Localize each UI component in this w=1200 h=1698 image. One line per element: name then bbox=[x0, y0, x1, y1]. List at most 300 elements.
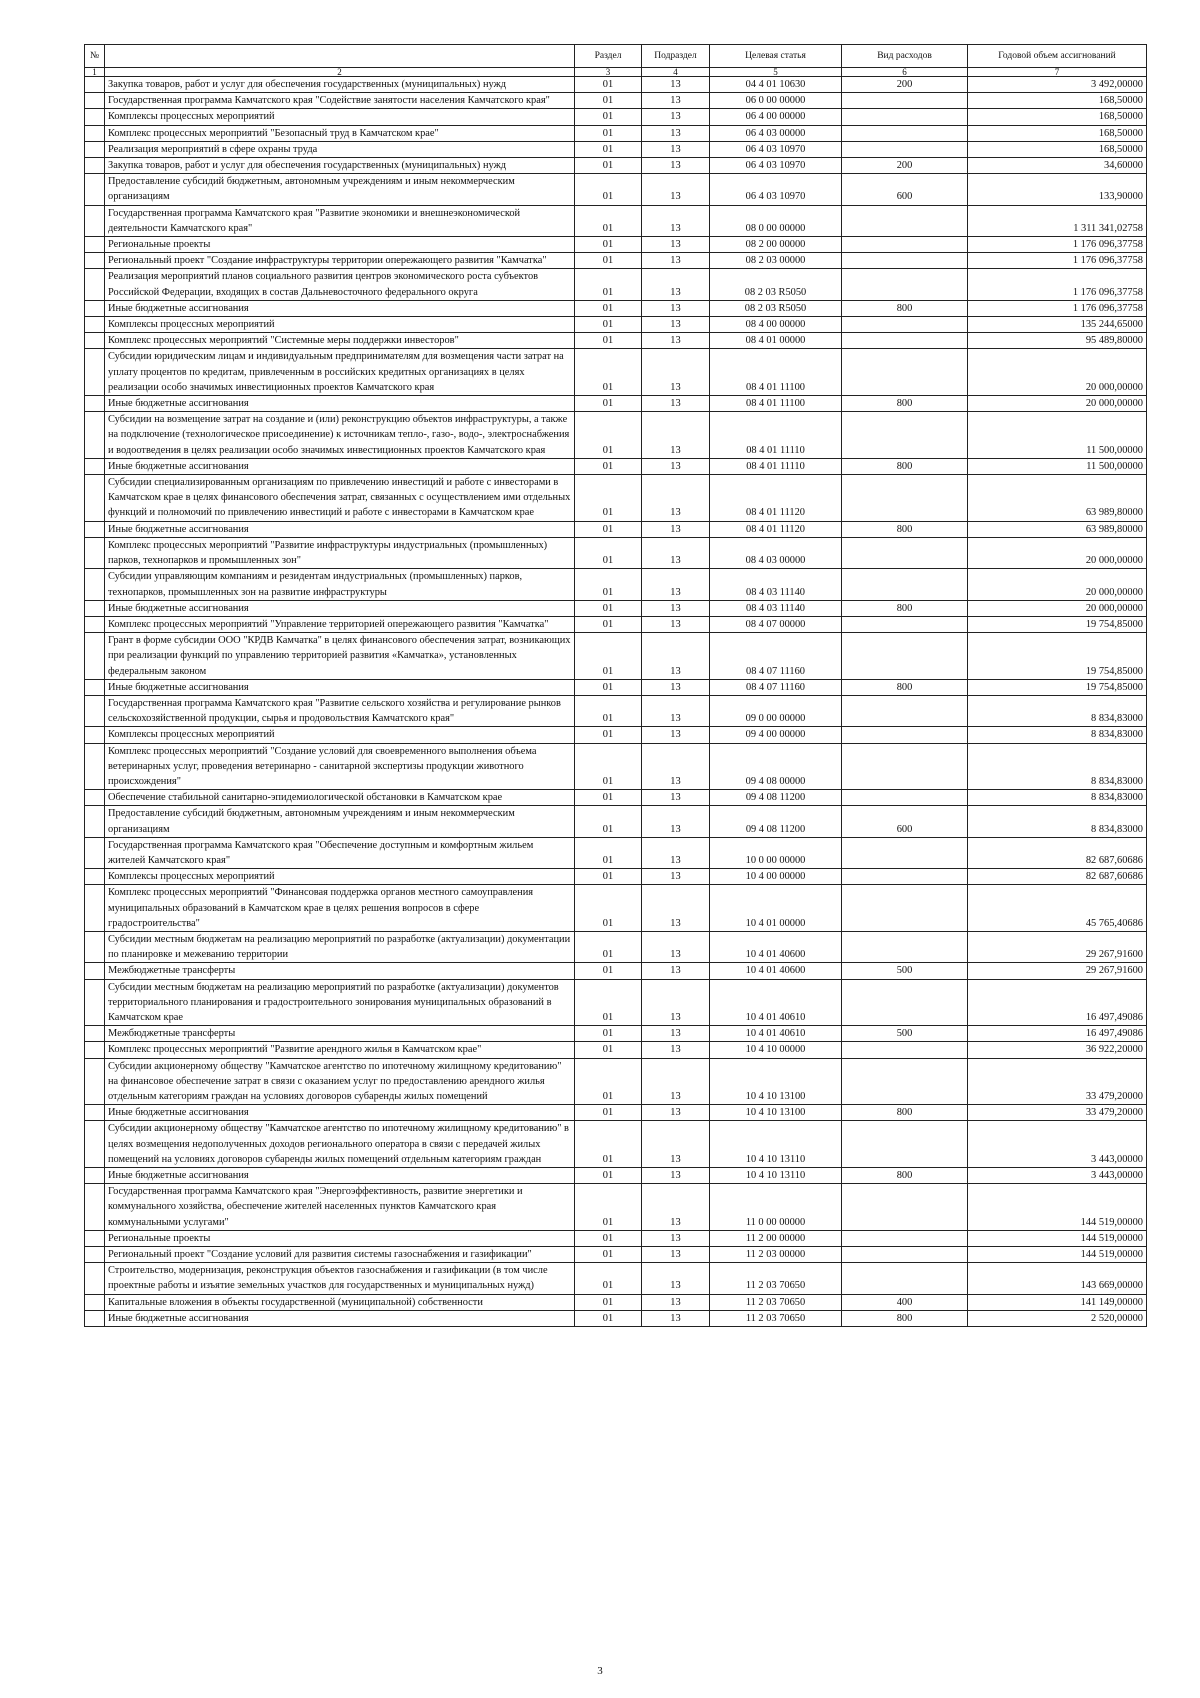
expense-type-cell: 600 bbox=[842, 806, 968, 837]
target-article-cell: 08 4 07 00000 bbox=[710, 616, 842, 632]
expense-type-cell: 800 bbox=[842, 600, 968, 616]
row-number-cell bbox=[85, 1042, 105, 1058]
podrazdel-cell: 13 bbox=[642, 1105, 710, 1121]
header-target-article: Целевая статья bbox=[710, 45, 842, 68]
row-number-cell bbox=[85, 521, 105, 537]
podrazdel-cell: 13 bbox=[642, 141, 710, 157]
expense-type-cell bbox=[842, 885, 968, 932]
item-name-cell: Комплексы процессных мероприятий bbox=[105, 727, 575, 743]
item-name-cell: Субсидии местным бюджетам на реализацию мероприятий по разработке (актуализации) документов территориального планирования и градостроительного зонирования муниципальных образований в Камчатском крае bbox=[105, 979, 575, 1026]
column-number: 2 bbox=[105, 68, 575, 77]
amount-cell: 144 519,00000 bbox=[968, 1247, 1147, 1263]
row-number-cell bbox=[85, 205, 105, 236]
razdel-cell: 01 bbox=[575, 475, 642, 522]
amount-cell: 20 000,00000 bbox=[968, 569, 1147, 600]
razdel-cell: 01 bbox=[575, 174, 642, 205]
target-article-cell: 08 2 03 R5050 bbox=[710, 269, 842, 300]
expense-type-cell bbox=[842, 931, 968, 962]
podrazdel-cell: 13 bbox=[642, 885, 710, 932]
target-article-cell: 08 4 01 11100 bbox=[710, 396, 842, 412]
row-number-cell bbox=[85, 569, 105, 600]
row-number-cell bbox=[85, 1105, 105, 1121]
expense-type-cell: 800 bbox=[842, 679, 968, 695]
amount-cell: 3 492,00000 bbox=[968, 77, 1147, 93]
table-row bbox=[85, 695, 1147, 726]
table-row bbox=[85, 537, 1147, 568]
table-row bbox=[85, 806, 1147, 837]
item-name-cell: Предоставление субсидий бюджетным, автономным учреждениям и иным некоммерческим организациям bbox=[105, 174, 575, 205]
table-row bbox=[85, 790, 1147, 806]
amount-cell: 82 687,60686 bbox=[968, 837, 1147, 868]
row-number-cell bbox=[85, 253, 105, 269]
amount-cell: 16 497,49086 bbox=[968, 1026, 1147, 1042]
expense-type-cell: 200 bbox=[842, 158, 968, 174]
razdel-cell: 01 bbox=[575, 633, 642, 680]
podrazdel-cell: 13 bbox=[642, 521, 710, 537]
row-number-cell bbox=[85, 537, 105, 568]
table-row bbox=[85, 396, 1147, 412]
row-number-cell bbox=[85, 93, 105, 109]
table-row bbox=[85, 1184, 1147, 1231]
table-body bbox=[85, 77, 1147, 1327]
target-article-cell: 10 4 01 40600 bbox=[710, 931, 842, 962]
expense-type-cell bbox=[842, 349, 968, 396]
amount-cell: 1 176 096,37758 bbox=[968, 269, 1147, 300]
razdel-cell: 01 bbox=[575, 396, 642, 412]
row-number-cell bbox=[85, 412, 105, 459]
table-row bbox=[85, 77, 1147, 93]
table-row bbox=[85, 679, 1147, 695]
row-number-cell bbox=[85, 269, 105, 300]
target-article-cell: 08 4 01 11100 bbox=[710, 349, 842, 396]
item-name-cell: Комплекс процессных мероприятий "Безопасный труд в Камчатском крае" bbox=[105, 125, 575, 141]
row-number-cell bbox=[85, 174, 105, 205]
razdel-cell: 01 bbox=[575, 77, 642, 93]
podrazdel-cell: 13 bbox=[642, 269, 710, 300]
item-name-cell: Субсидии акционерному обществу "Камчатское агентство по ипотечному жилищному кредитованию" на финансовое обеспечение затрат в связи с оказанием услуг по предоставлению арендного жилья отдельным категориям граждан на условиях договоров субаренды жилых помещений bbox=[105, 1058, 575, 1105]
podrazdel-cell: 13 bbox=[642, 1042, 710, 1058]
row-number-cell bbox=[85, 1263, 105, 1294]
amount-cell: 141 149,00000 bbox=[968, 1294, 1147, 1310]
razdel-cell: 01 bbox=[575, 885, 642, 932]
row-number-cell bbox=[85, 1058, 105, 1105]
target-article-cell: 10 4 10 13100 bbox=[710, 1105, 842, 1121]
table-row bbox=[85, 837, 1147, 868]
podrazdel-cell: 13 bbox=[642, 158, 710, 174]
podrazdel-cell: 13 bbox=[642, 695, 710, 726]
razdel-cell: 01 bbox=[575, 412, 642, 459]
table-row bbox=[85, 979, 1147, 1026]
razdel-cell: 01 bbox=[575, 1121, 642, 1168]
row-number-cell bbox=[85, 679, 105, 695]
row-number-cell bbox=[85, 1026, 105, 1042]
target-article-cell: 08 4 03 00000 bbox=[710, 537, 842, 568]
item-name-cell: Комплексы процессных мероприятий bbox=[105, 317, 575, 333]
amount-cell: 34,60000 bbox=[968, 158, 1147, 174]
target-article-cell: 06 4 03 10970 bbox=[710, 174, 842, 205]
item-name-cell: Строительство, модернизация, реконструкция объектов газоснабжения и газификации (в том числе проектные работы и изъятие земельных участков для государственных и муниципальных нужд) bbox=[105, 1263, 575, 1294]
target-article-cell: 08 2 03 00000 bbox=[710, 253, 842, 269]
table-row bbox=[85, 1026, 1147, 1042]
item-name-cell: Комплекс процессных мероприятий "Создание условий для своевременного выполнения объема ветеринарных услуг, проведения ветеринарно - санитарной экспертизы продукции животного происхождения" bbox=[105, 743, 575, 790]
target-article-cell: 06 0 00 00000 bbox=[710, 93, 842, 109]
amount-cell: 11 500,00000 bbox=[968, 412, 1147, 459]
table-row bbox=[85, 1168, 1147, 1184]
expense-type-cell: 800 bbox=[842, 300, 968, 316]
row-number-cell bbox=[85, 616, 105, 632]
table-row bbox=[85, 237, 1147, 253]
amount-cell: 8 834,83000 bbox=[968, 695, 1147, 726]
header-name bbox=[105, 45, 575, 68]
expense-type-cell bbox=[842, 616, 968, 632]
expense-type-cell bbox=[842, 695, 968, 726]
target-article-cell: 06 4 03 00000 bbox=[710, 125, 842, 141]
podrazdel-cell: 13 bbox=[642, 790, 710, 806]
amount-cell: 20 000,00000 bbox=[968, 396, 1147, 412]
target-article-cell: 08 4 01 11120 bbox=[710, 475, 842, 522]
razdel-cell: 01 bbox=[575, 93, 642, 109]
budget-table-sheet bbox=[84, 44, 1146, 1327]
target-article-cell: 10 0 00 00000 bbox=[710, 837, 842, 868]
item-name-cell: Региональные проекты bbox=[105, 237, 575, 253]
razdel-cell: 01 bbox=[575, 931, 642, 962]
row-number-cell bbox=[85, 931, 105, 962]
razdel-cell: 01 bbox=[575, 1184, 642, 1231]
table-row bbox=[85, 317, 1147, 333]
amount-cell: 19 754,85000 bbox=[968, 633, 1147, 680]
target-article-cell: 10 4 10 13110 bbox=[710, 1168, 842, 1184]
item-name-cell: Государственная программа Камчатского края "Развитие экономики и внешнеэкономической деятельности Камчатского края" bbox=[105, 205, 575, 236]
item-name-cell: Реализация мероприятий в сфере охраны труда bbox=[105, 141, 575, 157]
razdel-cell: 01 bbox=[575, 125, 642, 141]
table-row bbox=[85, 633, 1147, 680]
target-article-cell: 08 4 07 11160 bbox=[710, 633, 842, 680]
podrazdel-cell: 13 bbox=[642, 349, 710, 396]
razdel-cell: 01 bbox=[575, 727, 642, 743]
amount-cell: 63 989,80000 bbox=[968, 521, 1147, 537]
row-number-cell bbox=[85, 806, 105, 837]
amount-cell: 143 669,00000 bbox=[968, 1263, 1147, 1294]
target-article-cell: 08 4 01 00000 bbox=[710, 333, 842, 349]
razdel-cell: 01 bbox=[575, 743, 642, 790]
header-number: № bbox=[85, 45, 105, 68]
target-article-cell: 04 4 01 10630 bbox=[710, 77, 842, 93]
podrazdel-cell: 13 bbox=[642, 93, 710, 109]
expense-type-cell: 600 bbox=[842, 174, 968, 205]
expense-type-cell: 500 bbox=[842, 963, 968, 979]
target-article-cell: 06 4 03 10970 bbox=[710, 141, 842, 157]
podrazdel-cell: 13 bbox=[642, 458, 710, 474]
expense-type-cell bbox=[842, 569, 968, 600]
expense-type-cell: 800 bbox=[842, 396, 968, 412]
podrazdel-cell: 13 bbox=[642, 963, 710, 979]
table-row bbox=[85, 125, 1147, 141]
expense-type-cell bbox=[842, 412, 968, 459]
razdel-cell: 01 bbox=[575, 679, 642, 695]
expense-type-cell: 500 bbox=[842, 1026, 968, 1042]
amount-cell: 1 176 096,37758 bbox=[968, 253, 1147, 269]
amount-cell: 3 443,00000 bbox=[968, 1168, 1147, 1184]
expense-type-cell: 800 bbox=[842, 1105, 968, 1121]
target-article-cell: 06 4 03 10970 bbox=[710, 158, 842, 174]
podrazdel-cell: 13 bbox=[642, 475, 710, 522]
expense-type-cell bbox=[842, 125, 968, 141]
target-article-cell: 08 4 01 11110 bbox=[710, 458, 842, 474]
item-name-cell: Иные бюджетные ассигнования bbox=[105, 521, 575, 537]
row-number-cell bbox=[85, 237, 105, 253]
item-name-cell: Иные бюджетные ассигнования bbox=[105, 679, 575, 695]
target-article-cell: 09 0 00 00000 bbox=[710, 695, 842, 726]
target-article-cell: 08 4 03 11140 bbox=[710, 569, 842, 600]
amount-cell: 168,50000 bbox=[968, 109, 1147, 125]
amount-cell: 168,50000 bbox=[968, 93, 1147, 109]
amount-cell: 144 519,00000 bbox=[968, 1184, 1147, 1231]
razdel-cell: 01 bbox=[575, 1105, 642, 1121]
target-article-cell: 10 4 01 40610 bbox=[710, 1026, 842, 1042]
target-article-cell: 08 2 00 00000 bbox=[710, 237, 842, 253]
podrazdel-cell: 13 bbox=[642, 569, 710, 600]
table-row bbox=[85, 1310, 1147, 1326]
expense-type-cell bbox=[842, 317, 968, 333]
row-number-cell bbox=[85, 743, 105, 790]
target-article-cell: 08 4 03 11140 bbox=[710, 600, 842, 616]
amount-cell: 20 000,00000 bbox=[968, 349, 1147, 396]
expense-type-cell bbox=[842, 1058, 968, 1105]
razdel-cell: 01 bbox=[575, 837, 642, 868]
row-number-cell bbox=[85, 109, 105, 125]
razdel-cell: 01 bbox=[575, 141, 642, 157]
expense-type-cell: 800 bbox=[842, 458, 968, 474]
razdel-cell: 01 bbox=[575, 1310, 642, 1326]
item-name-cell: Комплекс процессных мероприятий "Управление территорией опережающего развития "Камчатка" bbox=[105, 616, 575, 632]
razdel-cell: 01 bbox=[575, 600, 642, 616]
razdel-cell: 01 bbox=[575, 458, 642, 474]
row-number-cell bbox=[85, 979, 105, 1026]
razdel-cell: 01 bbox=[575, 537, 642, 568]
column-number: 5 bbox=[710, 68, 842, 77]
amount-cell: 1 176 096,37758 bbox=[968, 300, 1147, 316]
target-article-cell: 11 2 03 00000 bbox=[710, 1247, 842, 1263]
expense-type-cell: 400 bbox=[842, 1294, 968, 1310]
row-number-cell bbox=[85, 349, 105, 396]
podrazdel-cell: 13 bbox=[642, 412, 710, 459]
item-name-cell: Государственная программа Камчатского края "Энергоэффективность, развитие энергетики и коммунального хозяйства, обеспечение жителей населенных пунктов Камчатского края коммунальными услугами" bbox=[105, 1184, 575, 1231]
table-row bbox=[85, 1121, 1147, 1168]
expense-type-cell: 800 bbox=[842, 1168, 968, 1184]
razdel-cell: 01 bbox=[575, 521, 642, 537]
header-razdel: Раздел bbox=[575, 45, 642, 68]
amount-cell: 20 000,00000 bbox=[968, 537, 1147, 568]
item-name-cell: Субсидии на возмещение затрат на создание и (или) реконструкцию объектов инфраструктуры, а также на подключение (технологическое присоединение) к источникам тепло-, газо-, водо-, электроснабжения и водоотведения в целях реализации особо значимых инвестиционных проектов Камчатского края bbox=[105, 412, 575, 459]
podrazdel-cell: 13 bbox=[642, 1294, 710, 1310]
item-name-cell: Закупка товаров, работ и услуг для обеспечения государственных (муниципальных) нужд bbox=[105, 158, 575, 174]
podrazdel-cell: 13 bbox=[642, 616, 710, 632]
item-name-cell: Капитальные вложения в объекты государственной (муниципальной) собственности bbox=[105, 1294, 575, 1310]
razdel-cell: 01 bbox=[575, 1026, 642, 1042]
podrazdel-cell: 13 bbox=[642, 537, 710, 568]
expense-type-cell bbox=[842, 475, 968, 522]
row-number-cell bbox=[85, 837, 105, 868]
column-number: 4 bbox=[642, 68, 710, 77]
row-number-cell bbox=[85, 1247, 105, 1263]
razdel-cell: 01 bbox=[575, 1042, 642, 1058]
podrazdel-cell: 13 bbox=[642, 633, 710, 680]
row-number-cell bbox=[85, 633, 105, 680]
row-number-cell bbox=[85, 333, 105, 349]
amount-cell: 11 500,00000 bbox=[968, 458, 1147, 474]
column-number: 3 bbox=[575, 68, 642, 77]
amount-cell: 135 244,65000 bbox=[968, 317, 1147, 333]
razdel-cell: 01 bbox=[575, 695, 642, 726]
podrazdel-cell: 13 bbox=[642, 1058, 710, 1105]
razdel-cell: 01 bbox=[575, 317, 642, 333]
podrazdel-cell: 13 bbox=[642, 727, 710, 743]
podrazdel-cell: 13 bbox=[642, 174, 710, 205]
amount-cell: 168,50000 bbox=[968, 141, 1147, 157]
item-name-cell: Субсидии акционерному обществу "Камчатское агентство по ипотечному жилищному кредитованию" в целях возмещения недополученных доходов регионального оператора в связи с передачей жилых помещений на условиях договоров субаренды жилых помещений отдельным категориям граждан bbox=[105, 1121, 575, 1168]
item-name-cell: Реализация мероприятий планов социального развития центров экономического роста субъектов Российской Федерации, входящих в состав Дальневосточного федерального округа bbox=[105, 269, 575, 300]
item-name-cell: Региональный проект "Создание условий для развития системы газоснабжения и газификации" bbox=[105, 1247, 575, 1263]
target-article-cell: 08 0 00 00000 bbox=[710, 205, 842, 236]
table-row bbox=[85, 93, 1147, 109]
target-article-cell: 11 0 00 00000 bbox=[710, 1184, 842, 1231]
podrazdel-cell: 13 bbox=[642, 77, 710, 93]
item-name-cell: Комплексы процессных мероприятий bbox=[105, 109, 575, 125]
item-name-cell: Иные бюджетные ассигнования bbox=[105, 1168, 575, 1184]
row-number-cell bbox=[85, 963, 105, 979]
razdel-cell: 01 bbox=[575, 569, 642, 600]
razdel-cell: 01 bbox=[575, 1168, 642, 1184]
expense-type-cell: 200 bbox=[842, 77, 968, 93]
expense-type-cell: 800 bbox=[842, 521, 968, 537]
expense-type-cell bbox=[842, 837, 968, 868]
row-number-cell bbox=[85, 141, 105, 157]
expense-type-cell: 800 bbox=[842, 1310, 968, 1326]
amount-cell: 8 834,83000 bbox=[968, 727, 1147, 743]
row-number-cell bbox=[85, 396, 105, 412]
table-row bbox=[85, 569, 1147, 600]
razdel-cell: 01 bbox=[575, 333, 642, 349]
podrazdel-cell: 13 bbox=[642, 1247, 710, 1263]
expense-type-cell bbox=[842, 1184, 968, 1231]
row-number-cell bbox=[85, 695, 105, 726]
razdel-cell: 01 bbox=[575, 349, 642, 396]
target-article-cell: 06 4 00 00000 bbox=[710, 109, 842, 125]
podrazdel-cell: 13 bbox=[642, 1168, 710, 1184]
podrazdel-cell: 13 bbox=[642, 806, 710, 837]
amount-cell: 82 687,60686 bbox=[968, 869, 1147, 885]
target-article-cell: 09 4 08 11200 bbox=[710, 790, 842, 806]
row-number-cell bbox=[85, 77, 105, 93]
podrazdel-cell: 13 bbox=[642, 396, 710, 412]
row-number-cell bbox=[85, 125, 105, 141]
row-number-cell bbox=[85, 1310, 105, 1326]
row-number-cell bbox=[85, 1294, 105, 1310]
table-row bbox=[85, 412, 1147, 459]
amount-cell: 19 754,85000 bbox=[968, 679, 1147, 695]
column-number: 1 bbox=[85, 68, 105, 77]
amount-cell: 8 834,83000 bbox=[968, 790, 1147, 806]
expense-type-cell bbox=[842, 743, 968, 790]
expense-type-cell bbox=[842, 1247, 968, 1263]
razdel-cell: 01 bbox=[575, 963, 642, 979]
item-name-cell: Субсидии управляющим компаниям и резидентам индустриальных (промышленных) парков, технопарков, промышленных зон на развитие инфраструктуры bbox=[105, 569, 575, 600]
podrazdel-cell: 13 bbox=[642, 333, 710, 349]
expense-type-cell bbox=[842, 253, 968, 269]
table-row bbox=[85, 931, 1147, 962]
row-number-cell bbox=[85, 885, 105, 932]
amount-cell: 8 834,83000 bbox=[968, 806, 1147, 837]
table-row bbox=[85, 300, 1147, 316]
item-name-cell: Предоставление субсидий бюджетным, автономным учреждениям и иным некоммерческим организациям bbox=[105, 806, 575, 837]
amount-cell: 33 479,20000 bbox=[968, 1058, 1147, 1105]
table-row bbox=[85, 600, 1147, 616]
expense-type-cell bbox=[842, 869, 968, 885]
table-row bbox=[85, 1247, 1147, 1263]
amount-cell: 168,50000 bbox=[968, 125, 1147, 141]
item-name-cell: Иные бюджетные ассигнования bbox=[105, 458, 575, 474]
row-number-cell bbox=[85, 1168, 105, 1184]
expense-type-cell bbox=[842, 269, 968, 300]
razdel-cell: 01 bbox=[575, 1230, 642, 1246]
target-article-cell: 11 2 03 70650 bbox=[710, 1310, 842, 1326]
razdel-cell: 01 bbox=[575, 1294, 642, 1310]
target-article-cell: 08 4 07 11160 bbox=[710, 679, 842, 695]
target-article-cell: 09 4 08 11200 bbox=[710, 806, 842, 837]
amount-cell: 19 754,85000 bbox=[968, 616, 1147, 632]
expense-type-cell bbox=[842, 727, 968, 743]
amount-cell: 29 267,91600 bbox=[968, 963, 1147, 979]
podrazdel-cell: 13 bbox=[642, 979, 710, 1026]
header-podrazdel: Подраздел bbox=[642, 45, 710, 68]
item-name-cell: Межбюджетные трансферты bbox=[105, 1026, 575, 1042]
item-name-cell: Комплекс процессных мероприятий "Развитие арендного жилья в Камчатском крае" bbox=[105, 1042, 575, 1058]
table-row bbox=[85, 1294, 1147, 1310]
target-article-cell: 10 4 10 13110 bbox=[710, 1121, 842, 1168]
item-name-cell: Иные бюджетные ассигнования bbox=[105, 1105, 575, 1121]
expense-type-cell bbox=[842, 537, 968, 568]
table-row bbox=[85, 963, 1147, 979]
amount-cell: 133,90000 bbox=[968, 174, 1147, 205]
amount-cell: 63 989,80000 bbox=[968, 475, 1147, 522]
item-name-cell: Субсидии юридическим лицам и индивидуальным предпринимателям для возмещения части затрат на уплату процентов по кредитам, привлеченным в российских кредитных организациях в целях реализации особо значимых инвестиционных проектов Камчатского края bbox=[105, 349, 575, 396]
table-row bbox=[85, 521, 1147, 537]
razdel-cell: 01 bbox=[575, 237, 642, 253]
amount-cell: 8 834,83000 bbox=[968, 743, 1147, 790]
item-name-cell: Государственная программа Камчатского края "Обеспечение доступным и комфортным жильем жителей Камчатского края" bbox=[105, 837, 575, 868]
razdel-cell: 01 bbox=[575, 269, 642, 300]
row-number-cell bbox=[85, 300, 105, 316]
amount-cell: 1 176 096,37758 bbox=[968, 237, 1147, 253]
target-article-cell: 09 4 08 00000 bbox=[710, 743, 842, 790]
expense-type-cell bbox=[842, 1230, 968, 1246]
razdel-cell: 01 bbox=[575, 1247, 642, 1263]
table-row bbox=[85, 743, 1147, 790]
podrazdel-cell: 13 bbox=[642, 837, 710, 868]
row-number-cell bbox=[85, 158, 105, 174]
column-number: 7 bbox=[968, 68, 1147, 77]
item-name-cell: Комплекс процессных мероприятий "Финансовая поддержка органов местного самоуправления муниципальных образований в Камчатском крае в целях решения вопросов в сфере градостроительства" bbox=[105, 885, 575, 932]
expense-type-cell bbox=[842, 633, 968, 680]
table-row bbox=[85, 1263, 1147, 1294]
item-name-cell: Региональные проекты bbox=[105, 1230, 575, 1246]
razdel-cell: 01 bbox=[575, 1058, 642, 1105]
item-name-cell: Закупка товаров, работ и услуг для обеспечения государственных (муниципальных) нужд bbox=[105, 77, 575, 93]
razdel-cell: 01 bbox=[575, 790, 642, 806]
row-number-cell bbox=[85, 475, 105, 522]
amount-cell: 2 520,00000 bbox=[968, 1310, 1147, 1326]
amount-cell: 29 267,91600 bbox=[968, 931, 1147, 962]
